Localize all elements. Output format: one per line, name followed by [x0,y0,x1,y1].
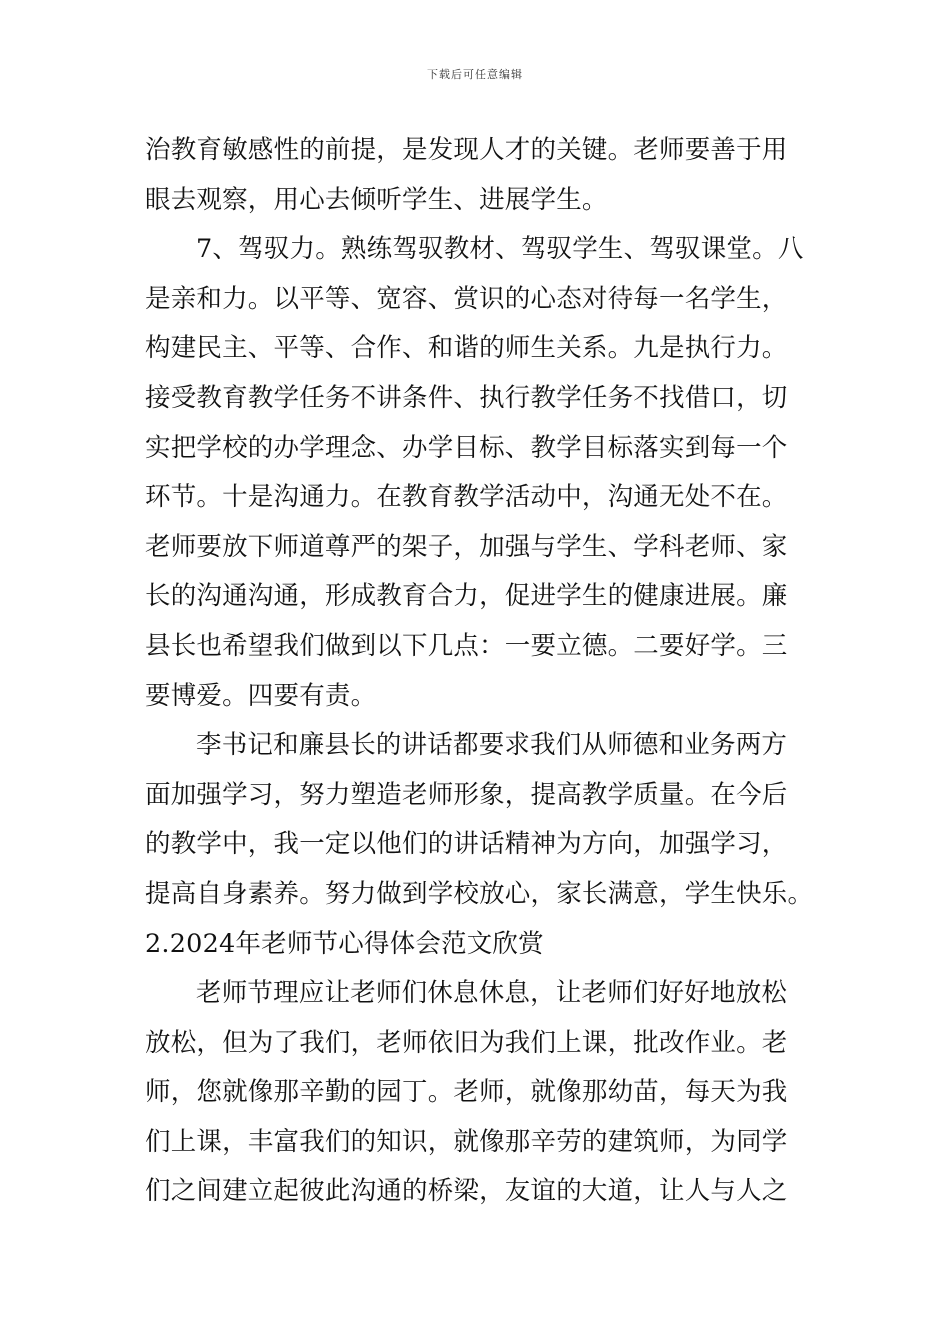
section-heading: 2.2024年老师节心得体会范文欣赏 [145,928,544,959]
text-line: 的教学中，我一定以他们的讲话精神为方向，加强学习， [145,829,788,860]
text-line: 放松，但为了我们，老师依旧为我们上课，批改作业。老 [145,1027,788,1058]
page-header-note: 下载后可任意编辑 [427,68,523,81]
text-line: 构建民主、平等、合作、和谐的师生关系。九是执行力。 [145,333,788,364]
text-line: 师，您就像那辛勤的园丁。老师，就像那幼苗，每天为我 [145,1077,788,1108]
text-line: 县长也希望我们做到以下几点：一要立德。二要好学。三 [145,630,788,661]
paragraph-start-line: 李书记和廉县长的讲话都要求我们从师德和业务两方 [196,730,788,761]
text-line: 环节。十是沟通力。在教育教学活动中，沟通无处不在。 [145,482,788,513]
text-line: 实把学校的办学理念、办学目标、教学目标落实到每一个 [145,432,788,463]
paragraph-start-line: 7、驾驭力。熟练驾驭教材、驾驭学生、驾驭课堂。八 [196,234,804,265]
text-line: 提高自身素养。努力做到学校放心，家长满意，学生快乐。 [145,878,814,909]
text-line: 们之间建立起彼此沟通的桥梁，友谊的大道，让人与人之 [145,1176,788,1207]
text-line: 要博爱。四要有责。 [145,680,377,711]
text-line: 面加强学习，努力塑造老师形象，提高教学质量。在今后 [145,779,788,810]
paragraph-start-line: 老师节理应让老师们休息休息，让老师们好好地放松 [196,978,788,1009]
text-line: 们上课，丰富我们的知识，就像那辛劳的建筑师，为同学 [145,1126,788,1157]
text-line: 老师要放下师道尊严的架子，加强与学生、学科老师、家 [145,531,788,562]
document-body [145,126,814,1217]
text-line: 是亲和力。以平等、宽容、赏识的心态对待每一名学生， [145,283,788,314]
text-line: 治教育敏感性的前提，是发现人才的关键。老师要善于用 [145,135,788,165]
text-line: 长的沟通沟通，形成教育合力，促进学生的健康进展。廉 [145,581,788,612]
text-line: 接受教育教学任务不讲条件、执行教学任务不找借口，切 [145,382,788,413]
text-line: 眼去观察，用心去倾听学生、进展学生。 [145,184,608,215]
